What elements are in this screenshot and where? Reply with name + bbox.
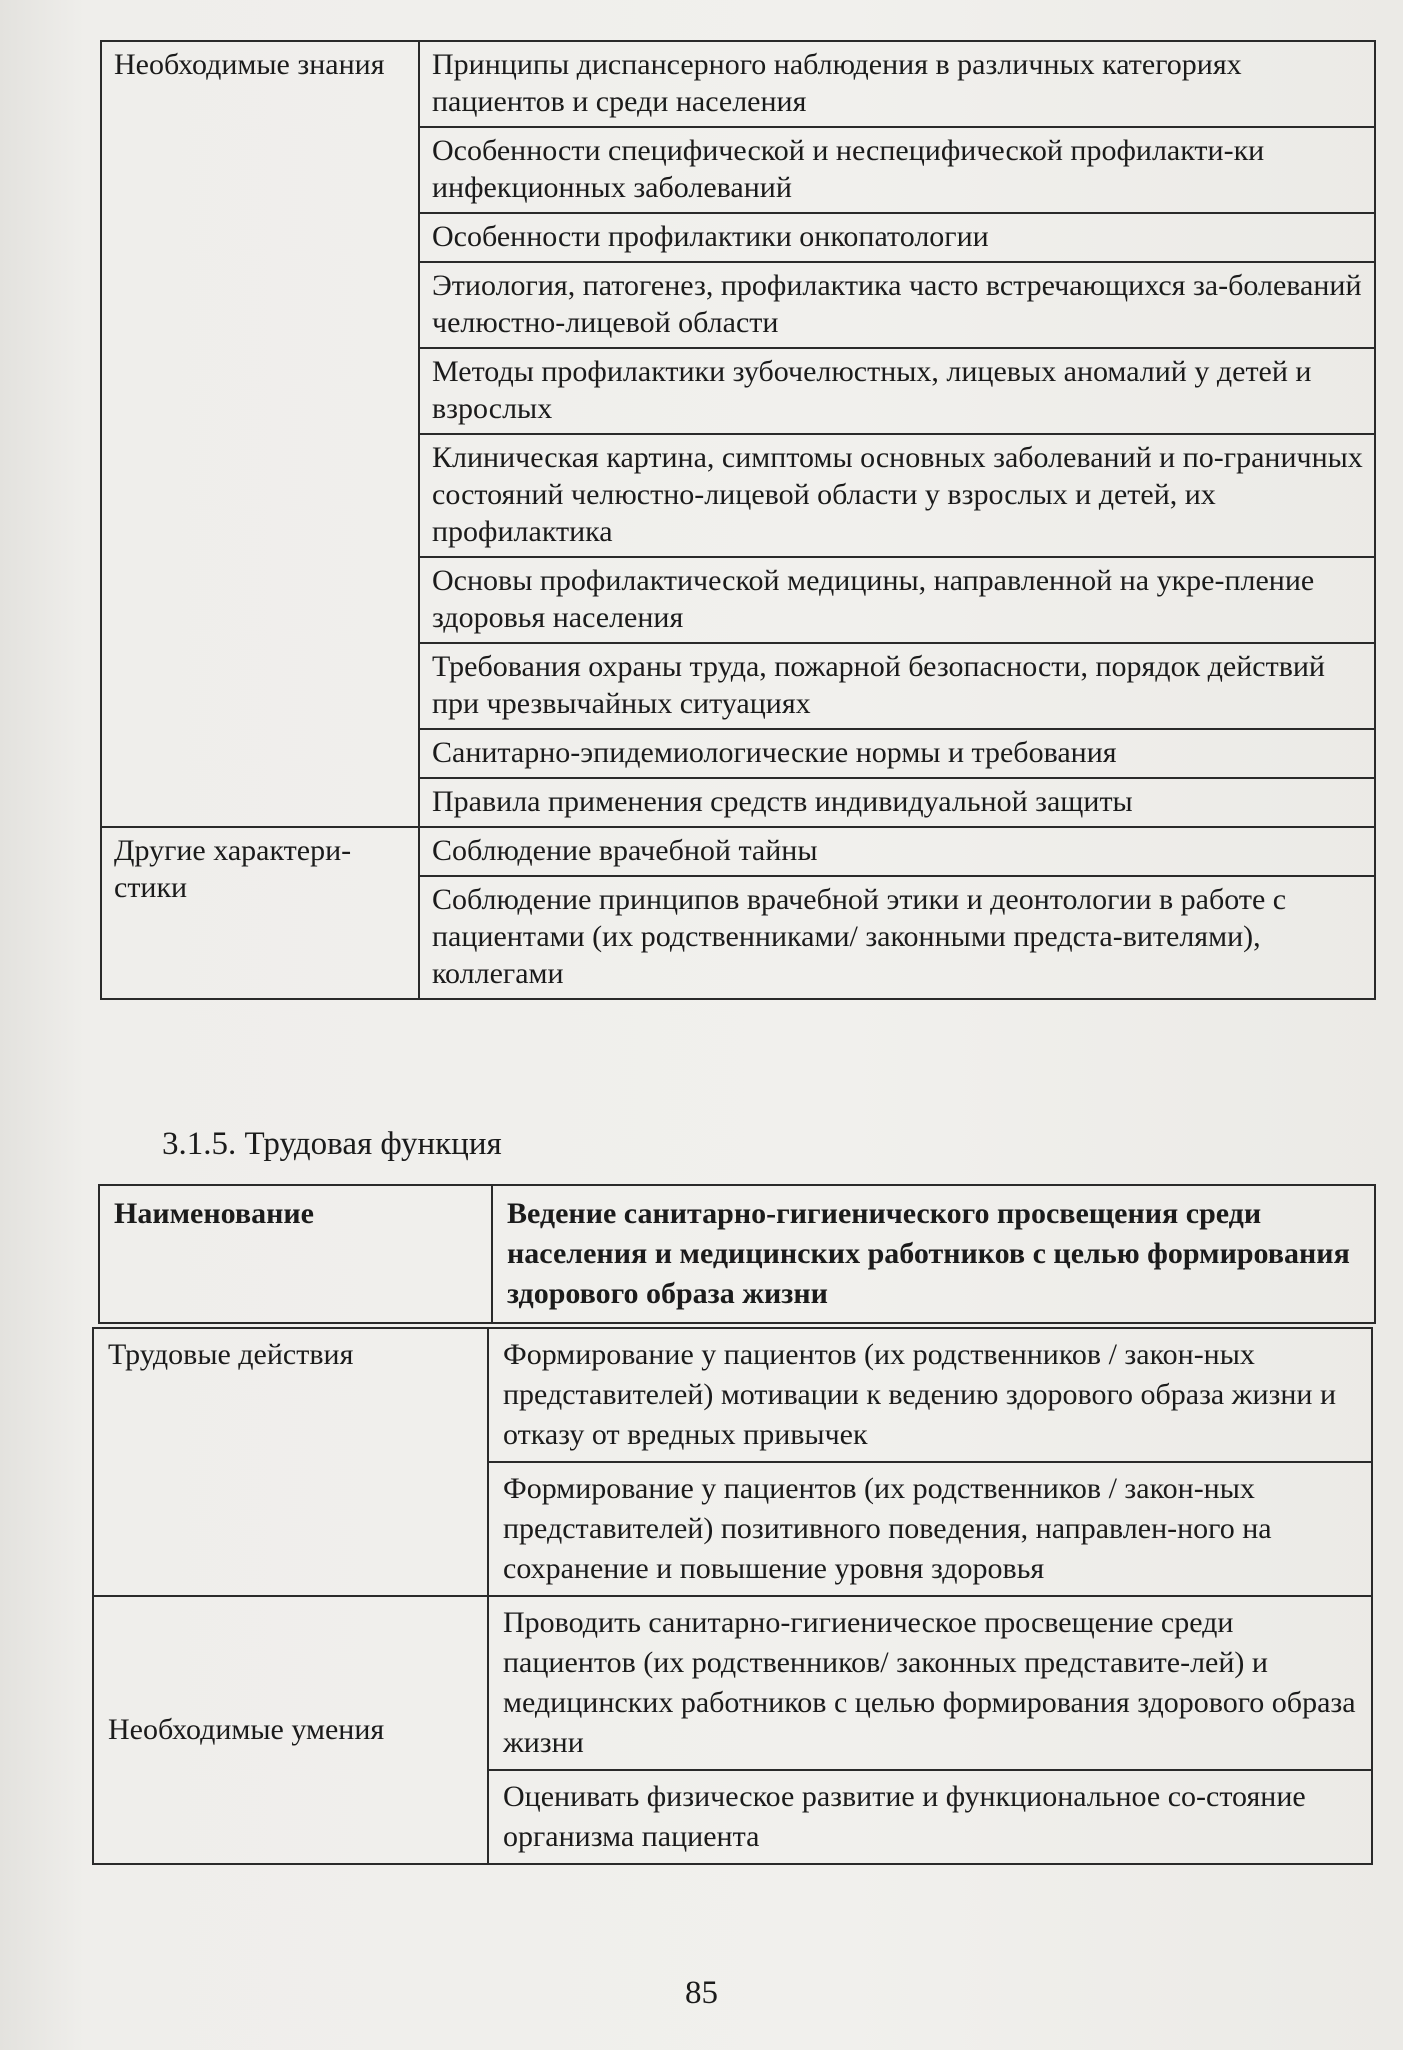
action-item: Формирование у пациентов (их родственников / закон-ных представителей) мотивации к ведению здорового образа жизни и отказу от вредных привычек [488,1328,1372,1462]
page-number: 85 [685,1975,718,2011]
table-row [93,1328,1372,1462]
knowledge-item: Требования охраны труда, пожарной безопасности, порядок действий при чрезвычайных ситуациях [419,643,1375,729]
table-row [101,41,1375,127]
other-label-cell [101,827,419,999]
knowledge-table [100,40,1376,1000]
knowledge-label-cell [101,41,419,827]
other-item: Соблюдение врачебной тайны [419,827,1375,876]
knowledge-item: Методы профилактики зубочелюстных, лицевых аномалий у детей и взрослых [419,348,1375,434]
table-row [101,827,1375,876]
actions-label: Трудовые действия [108,1338,354,1371]
knowledge-item: Особенности профилактики онкопатологии [419,213,1375,262]
skill-item: Проводить санитарно-гигиеническое просвещение среди пациентов (их родственников/ законных представите-лей) и медицинских работников с целью формирования здорового образа жизни [488,1596,1372,1770]
knowledge-item: Основы профилактической медицины, направленной на укре-пление здоровья населения [419,557,1375,643]
table-row [93,1596,1372,1770]
function-name-value: Ведение санитарно-гигиенического просвещения среди населения и медицинских работников с целью формирования здорового образа жизни [492,1185,1375,1323]
skills-label-cell [93,1596,488,1864]
knowledge-item: Принципы диспансерного наблюдения в различных категориях пациентов и среди населения [419,41,1375,127]
table-row [99,1185,1375,1323]
knowledge-label: Необходимые знания [114,48,385,81]
other-label: Другие характери-стики [114,834,352,904]
section-title: 3.1.5. Трудовая функция [162,1126,502,1162]
action-item: Формирование у пациентов (их родственников / закон-ных представителей) позитивного поведения, направлен-ного на сохранение и повышение уровня здоровья [488,1462,1372,1596]
knowledge-item: Клиническая картина, симптомы основных заболеваний и по-граничных состояний челюстно-лицевой области у взрослых и детей, их профилактика [419,434,1375,557]
knowledge-item: Этиология, патогенез, профилактика часто встречающихся за-болеваний челюстно-лицевой области [419,262,1375,348]
actions-label-cell [93,1328,488,1596]
skills-label: Необходимые умения [108,1713,385,1746]
knowledge-item: Санитарно-эпидемиологические нормы и требования [419,729,1375,778]
knowledge-item: Правила применения средств индивидуальной защиты [419,778,1375,827]
skill-item: Оценивать физическое развитие и функциональное со-стояние организма пациента [488,1770,1372,1864]
actions-table [92,1327,1373,1865]
function-header-table [98,1184,1376,1324]
function-name-label: Наименование [99,1185,492,1323]
knowledge-item: Особенности специфической и неспецифической профилакти-ки инфекционных заболеваний [419,127,1375,213]
other-item: Соблюдение принципов врачебной этики и деонтологии в работе с пациентами (их родственниками/ законными предста-вителями), коллегами [419,876,1375,999]
